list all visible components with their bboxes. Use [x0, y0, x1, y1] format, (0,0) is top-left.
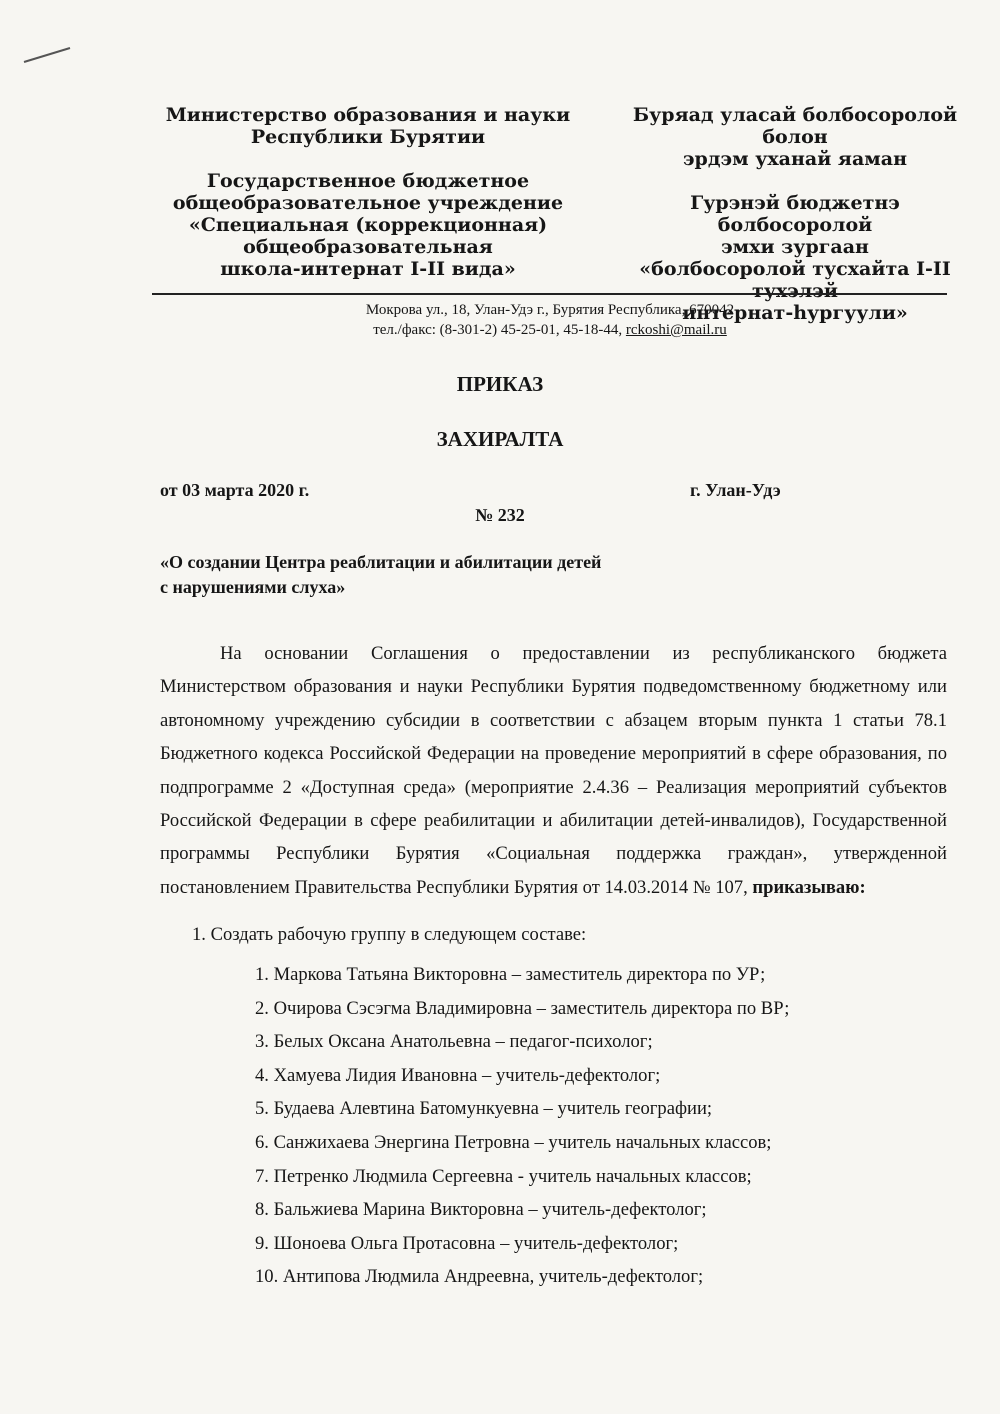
contact-line: тел./факс: (8-301-2) 45-25-01, 45-18-44, rckoshi@mail.ru	[373, 322, 727, 338]
list-item: 3. Белых Оксана Анатольевна – педагог-психолог;	[255, 1031, 653, 1053]
order-number: № 232	[475, 505, 525, 525]
order-date: от 03 марта 2020 г.	[160, 480, 310, 500]
ministry-name-ru: Министерство образования и науки Республики Бурятии	[165, 104, 571, 148]
order-item-1: 1. Создать рабочую группу в следующем составе:	[192, 924, 587, 945]
institution-name-ru: Государственное бюджетное общеобразовательное учреждение «Специальная (коррекционная) общеобразовательная школа-интернат I-II вида»	[172, 170, 564, 280]
list-item: 4. Хамуева Лидия Ивановна – учитель-дефектолог;	[255, 1064, 661, 1086]
ministry-name-bur: Буряад уласай болбосоролой болон эрдэм уханай яаман	[632, 104, 958, 170]
address-line: Мокрова ул., 18, Улан-Удэ г., Бурятия Республика, 670042	[365, 302, 735, 318]
list-item: 9. Шоноева Ольга Протасовна – учитель-дефектолог;	[255, 1232, 679, 1254]
header-left	[150, 104, 586, 280]
order-subject: «О создании Центра реаблитации и абилитации детей с нарушениями слуха»	[160, 552, 602, 597]
order-title-bur: ЗАХИРАЛТА	[436, 427, 564, 451]
list-item: 2. Очирова Сэсэгма Владимировна – заместитель директора по ВР;	[255, 997, 790, 1019]
header-right	[610, 104, 980, 324]
institution-name-bur: Гурэнэй бюджетнэ болбосоролой эмхи зургаан «болбосоролой тусхайта I-II тухэлэй интернат-hургуули»	[639, 192, 951, 324]
list-item: 10. Антипова Людмила Андреевна, учитель-дефектолог;	[255, 1266, 704, 1288]
list-item: 1. Маркова Татьяна Викторовна – заместитель директора по УР;	[255, 964, 766, 985]
pen-stroke-mark	[22, 44, 72, 66]
email-link[interactable]: rckoshi@mail.ru	[625, 322, 727, 338]
order-title-ru: ПРИКАЗ	[456, 372, 544, 396]
order-directive: приказываю:	[752, 876, 866, 898]
order-body-paragraph: На основании Соглашения о предоставлении из республиканского бюджета Министерством образования и науки Республики Бурятия подведомственному бюджетному или автономному учреждению субсидии в соответствии с абзацем вторым пункта 1 статьи 78.1 Бюджетного кодекса Российской Федерации на проведение мероприятий в сфере образования, по подпрограмме 2 «Доступная среда» (мероприятие 2.4.36 – Реализация мероприятий субъектов Российской Федерации в сфере реабилитации и абилитации детей-инвалидов), Государственной программы Республики Бурятия «Социальная поддержка граждан», утвержденной постановлением Правительства Республики Бурятия от 14.03.2014 № 107, приказываю:	[160, 643, 947, 898]
working-group-list	[255, 958, 789, 1294]
list-item: 6. Санжихаева Энергина Петровна – учитель начальных классов;	[255, 1131, 772, 1153]
list-item: 8. Бальжиева Марина Викторовна – учитель-дефектолог;	[255, 1199, 707, 1221]
address-block	[300, 300, 800, 340]
list-item: 5. Будаева Алевтина Батомункуевна – учитель географии;	[255, 1098, 713, 1120]
order-city: г. Улан-Удэ	[690, 480, 781, 500]
header-divider	[152, 293, 947, 295]
list-item: 7. Петренко Людмила Сергеевна - учитель начальных классов;	[255, 1165, 752, 1187]
